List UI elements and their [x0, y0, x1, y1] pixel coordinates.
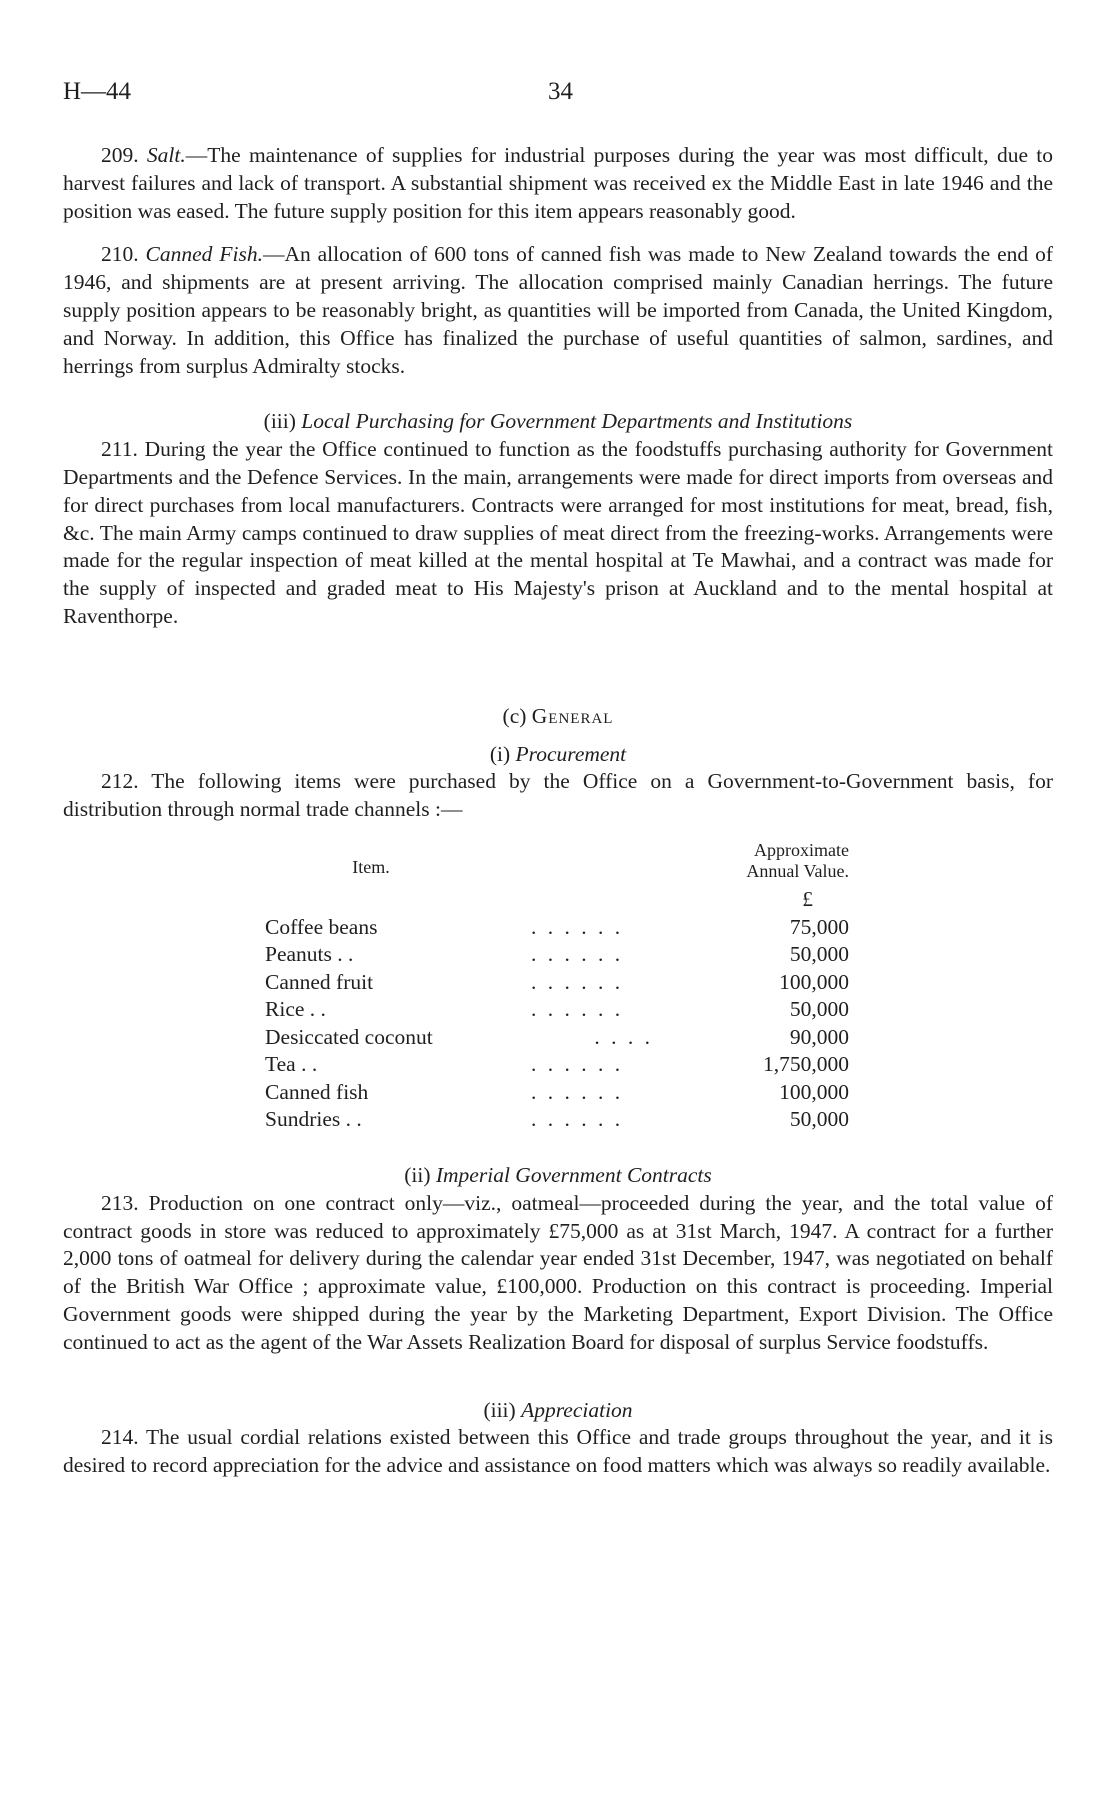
paragraph-211: 211. During the year the Office continued to function as the foodstuffs purchasing authority for Government Departments and the Defence Services. In the main, arrangements were made for direct imports from overseas and for direct purchases from local manufacturers. Contracts were arranged for most institutions for meat, bread, fish, &c. The main Army camps continued to draw supplies of meat direct from the freezing-works. Arrangements were made for the regular inspection of meat killed at the mental hospital at Te Mawhai, and a contract was made for the supply of inspected and graded meat to His Majesty's prison at Auckland and to the mental hospital at Raventhorpe. [63, 437, 1053, 628]
heading-appreciation: (iii) Appreciation [483, 1397, 633, 1422]
table-row: Tea . . . . . . . . 1,750,000 [265, 1052, 849, 1077]
currency-symbol: £ [802, 887, 813, 912]
column-header-value: Approximate Annual Value. [746, 839, 849, 881]
table-row: Canned fish . . . . . . 100,000 [265, 1079, 849, 1104]
page-header [63, 78, 1053, 118]
table-row: Canned fruit . . . . . . 100,000 [265, 969, 849, 994]
paragraph-title: Salt. [146, 143, 186, 167]
report-code: H—44 [63, 78, 132, 105]
paragraph-210 [63, 241, 1053, 380]
table-header-row [265, 840, 849, 882]
paragraph-text: —The maintenance of supplies for industrial purposes during the year was most difficult, due to harvest failures and lack of transport. A substantial shipment was received ex the Middle East in late 1946 and the position was eased. The future supply position for this item appears reasonably good. [63, 143, 1053, 223]
procurement-table [265, 840, 849, 1134]
paragraph-title: Canned Fish. [145, 242, 263, 267]
paragraph-212: 212. The following items were purchased by the Office on a Government-to-Government basis, for distribution through normal trade channels :— [63, 769, 1053, 822]
table-row: Desiccated coconut . . . . 90,000 [265, 1024, 849, 1049]
page-body [63, 142, 1053, 1480]
table-row: Peanuts . . . . . . . . 50,000 [265, 942, 849, 967]
paragraph-209 [63, 142, 1053, 225]
paragraph-214: 214. The usual cordial relations existed between this Office and trade groups throughout the year, and it is desired to record appreciation for the advice and assistance on food matters which was always so readily available. [63, 1425, 1053, 1478]
paragraph-213: 213. Production on one contract only—viz., oatmeal—proceeded during the year, and the total value of contract goods in store was reduced to approximately £75,000 as at 31st March, 1947. A contract for a further 2,000 tons of oatmeal for delivery during the calendar year ended 31st December, 1947, was negotiated on behalf of the British War Office ; approximate value, £100,000. Production on this contract is proceeding. Imperial Government goods were shipped during the year by the Marketing Department, Export Division. The Office continued to act as the agent of the War Assets Realization Board for disposal of surplus Service foodstuffs. [63, 1190, 1053, 1354]
column-header-item: Item. [352, 857, 390, 878]
paragraph-number: 209. [101, 143, 139, 167]
heading-general: (c) General [502, 703, 614, 728]
table-row: Rice . . . . . . . . 50,000 [265, 997, 849, 1022]
paragraph-number: 210. [101, 242, 139, 267]
heading-imperial-contracts: (ii) Imperial Government Contracts [404, 1162, 712, 1187]
table-row: Coffee beans . . . . . . 75,000 [265, 914, 849, 939]
heading-local-purchasing: (iii) Local Purchasing for Government Departments and Institutions [263, 409, 853, 434]
table-currency-row [265, 882, 849, 914]
page-number: 34 [548, 78, 573, 105]
heading-procurement: (i) Procurement [489, 741, 627, 766]
table-row: Sundries . . . . . . . . 50,000 [265, 1107, 849, 1132]
paragraph-text: —An allocation of 600 tons of canned fish was made to New Zealand towards the end of 1946, and shipments are at present arriving. The allocation comprised mainly Canadian herrings. The future supply position appears to be reasonably bright, as quantities will be imported from Canada, the United Kingdom, and Norway. In addition, this Office has finalized the purchase of useful quantities of salmon, sardines, and herrings from surplus Admiralty stocks. [63, 242, 1054, 378]
